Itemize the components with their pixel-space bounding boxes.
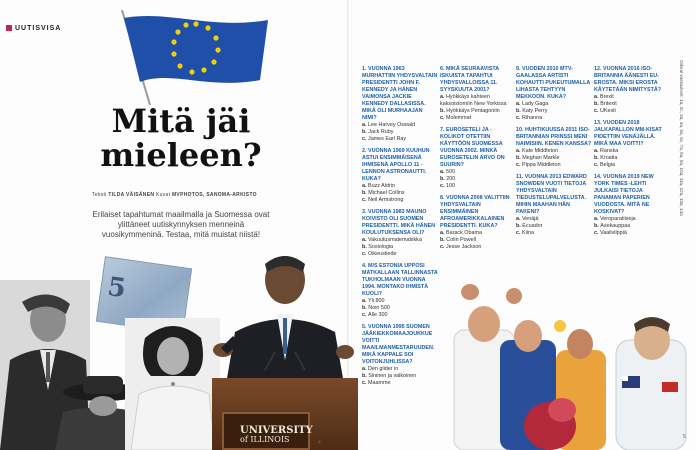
- quiz-question: 13. VUODEN 2018 JALKAPALLON MM-KISAT PIDETTIIN VENÄJÄLLÄ. MIKÄ MAA VOITTI?: [594, 120, 662, 147]
- quiz-option: a. Brexit: [594, 94, 614, 100]
- quiz-option: c. Alle 300: [362, 312, 388, 318]
- quiz-option: b. Jack Ruby: [362, 129, 394, 135]
- quiz-option: c. Vaalivilppiä: [594, 230, 627, 236]
- quiz-option: a. Barack Obama: [440, 230, 482, 236]
- quiz-option: a. Ranska: [594, 148, 619, 154]
- quiz-column-3: [516, 66, 592, 237]
- byline-photos: MVPHOTOS, SANOMA-ARKISTO: [171, 192, 257, 198]
- quiz-question: 11. VUONNA 2013 EDWARD SNOWDEN VUOTI TIETOJA YHDYSVALTAIN TIEDUSTELUPALVELUSTA. MIHIN MAAHAN HÄN PAKENI?: [516, 174, 587, 215]
- quiz-option: c. UKexit: [594, 108, 616, 114]
- byline-text-label: Teksti: [92, 192, 107, 198]
- quiz-option: b. Sosiologia: [362, 244, 394, 250]
- quiz-option: c. Oikeustiede: [362, 251, 397, 257]
- quiz-option: b. Colin Powell: [440, 237, 476, 243]
- section-label-text: UUTISVISA: [15, 25, 62, 32]
- page-number-left: 4: [318, 440, 321, 446]
- quiz-question: 6. MIKÄ SEURAAVISTA ISKUISTA TAPAHTUI YHDYSVALLOISSA 11. SYYSKUUTA 2001?: [440, 66, 499, 93]
- quiz-option: a. Kate Middleton: [516, 148, 558, 154]
- answers-text: Oikeat vastaukset: 1a, 2c, 3a, 4a, 5a, 6c, 7a, 8a, 9a, 10a, 11a, 12a, 13a, 14a: [679, 60, 684, 216]
- quiz-option: c. Molemmat: [440, 115, 472, 121]
- quiz-option: c. Rihanna: [516, 115, 543, 121]
- quiz-option: b. Ecuador: [516, 223, 543, 229]
- quiz-question: 10. HUHTIKUUSSA 2011 ISO-BRITANNIAN PRINSSI MENI NAIMISIIN. KENEN KANSSA?: [516, 127, 592, 147]
- headline-line-1: Mitä jäi: [111, 102, 251, 140]
- podium-seal-panel: [222, 412, 313, 450]
- byline: [92, 192, 262, 198]
- quiz-option: a. 500: [440, 169, 455, 175]
- quiz-option: b. Kroatia: [594, 155, 618, 161]
- quiz-option: c. Pippa Middleton: [516, 162, 561, 168]
- quiz-option: c. Neil Armstrong: [362, 197, 404, 203]
- section-accent-bar: [6, 25, 12, 31]
- quiz-question: 7. EUROSETELI JA -KOLIKOT OTETTIIN KÄYTTÖÖN SUOMESSA VUONNA 2002. MINKÄ EUROSETELIN ARVO ON SUURIN?: [440, 127, 505, 168]
- quiz-option: a. Buzz Aldrin: [362, 183, 395, 189]
- answers-strip: [674, 60, 686, 240]
- quiz-option: a. Den glider in: [362, 366, 399, 372]
- banknote-number: 5: [105, 272, 128, 305]
- quiz-question: 12. VUONNA 2016 ISO-BRITANNIA ÄÄNESTI EU-EROSTA. MIKSI EROSTA KÄYTETÄÄN NIMITYSTÄ?: [594, 66, 662, 93]
- right-photo-collage: [440, 280, 696, 450]
- quiz-option: b. Meghan Markle: [516, 155, 560, 161]
- quiz-option: c. Jesse Jackson: [440, 244, 482, 250]
- byline-author: TILDA VÄISÄNEN: [108, 192, 155, 198]
- byline-photo-label: Kuvat: [155, 192, 171, 198]
- quiz-option: a. Lady Gaga: [516, 101, 549, 107]
- podium: [212, 378, 358, 450]
- quiz-option: b. Hyökkäys Pentagoniin: [440, 108, 500, 114]
- quiz-question: 5. VUONNA 1995 SUOMEN JÄÄKIEKKOMAAJOUKKUE VOITTI MAAILMANMESTARUUDEN. MIKÄ KAPPALE SOI VOITONJUHLISSA?: [362, 324, 435, 365]
- quiz-column-4: [594, 66, 666, 237]
- quiz-question: 14. VUONNA 2019 NEW YORK TIMES -LEHTI JULKAISI TIETOJA PANAMAN PAPERIEN VUODOSTA. MITÄ NE KOSKIVAT?: [594, 174, 654, 215]
- headline-line-2: mieleen?: [100, 136, 262, 174]
- quiz-option: b. Britexit: [594, 101, 617, 107]
- quiz-question: 8. VUONNA 2008 VALITTIIN YHDYSVALTAIN ENSIMMÄINEN AFROAMERIKKALAINEN PRESIDENTTI. KUKA?: [440, 195, 510, 229]
- lede-paragraph: Erilaiset tapahtumat maailmalla ja Suomessa ovat ylittäneet uutiskynnyksen menneinä vuosikymmeninä. Testaa, mitä muistat niistä!: [92, 210, 270, 239]
- quiz-option: a. Veroparatiiseja: [594, 216, 636, 222]
- quiz-column-1: [362, 66, 438, 387]
- podium-seal-text: [240, 426, 313, 444]
- quiz-option: c. Maamme: [362, 380, 391, 386]
- quiz-question: 2. VUONNA 1969 KUUHUN ASTUI ENSIMMÄISENÄ IHMISENÄ APOLLO 11 -LENNON ASTRONAUTTI. KUKA?: [362, 148, 430, 182]
- quiz-option: c. James Earl Ray: [362, 136, 407, 142]
- section-label: [6, 25, 61, 32]
- quiz-option: b. Noin 500: [362, 305, 390, 311]
- quiz-question: 9. VUODEN 2010 MTV-GAALASSA ARTISTI KOHAUTTI PUKEUTUMALLA LIHASTA TEHTYYN MEKKOON. KUKA?: [516, 66, 591, 100]
- quiz-option: c. Belgia: [594, 162, 615, 168]
- quiz-option: c. 100: [440, 183, 455, 189]
- quiz-option: a. Hyökkäys kahteen kaksoistorniin New Yorkissa: [440, 94, 507, 107]
- quiz-option: c. Kiina: [516, 230, 534, 236]
- quiz-column-2: [440, 66, 514, 251]
- podium-line-1: UNIVERSITY: [240, 425, 313, 436]
- eu-flag-image: [110, 10, 270, 105]
- quiz-option: a. Vakuutusmatematiikka: [362, 237, 422, 243]
- page-headline: [96, 104, 266, 172]
- quiz-question: 3. VUONNA 1983 MAUNO KOIVISTO OLI SUOMEN PRESIDENTTI. MIKÄ HÄNEN KOULUTUKSENSA OLI?: [362, 209, 436, 236]
- podium-line-2: of ILLINOIS: [240, 435, 290, 444]
- quiz-option: b. Sininen ja valkoinen: [362, 373, 417, 379]
- quiz-option: b. Katy Perry: [516, 108, 548, 114]
- quiz-option: a. Lee Harvey Oswald: [362, 122, 416, 128]
- quiz-option: a. Yli 800: [362, 298, 385, 304]
- quiz-option: a. Venäjä: [516, 216, 539, 222]
- quiz-option: b. 200: [440, 176, 456, 182]
- quiz-option: b. Michael Collins: [362, 190, 405, 196]
- quiz-question: 1. VUONNA 1963 MURHATTIIN YHDYSVALTAIN PRESIDENTTI JOHN F. KENNEDY JA HÄNEN VAIMONSA JACKIE KENNEDY DALLASISSA. MIKÄ OLI MURHAAJAN NIMI?: [362, 66, 438, 121]
- quiz-option: b. Asekauppaa: [594, 223, 631, 229]
- page-number-right: 5: [683, 434, 686, 440]
- quiz-question: 4. M/S ESTONIA UPPOSI MATKALLAAN TALLINNASTA TUKHOLMAAN VUONNA 1994. MONTAKO IHMISTÄ KUOLI?: [362, 263, 438, 297]
